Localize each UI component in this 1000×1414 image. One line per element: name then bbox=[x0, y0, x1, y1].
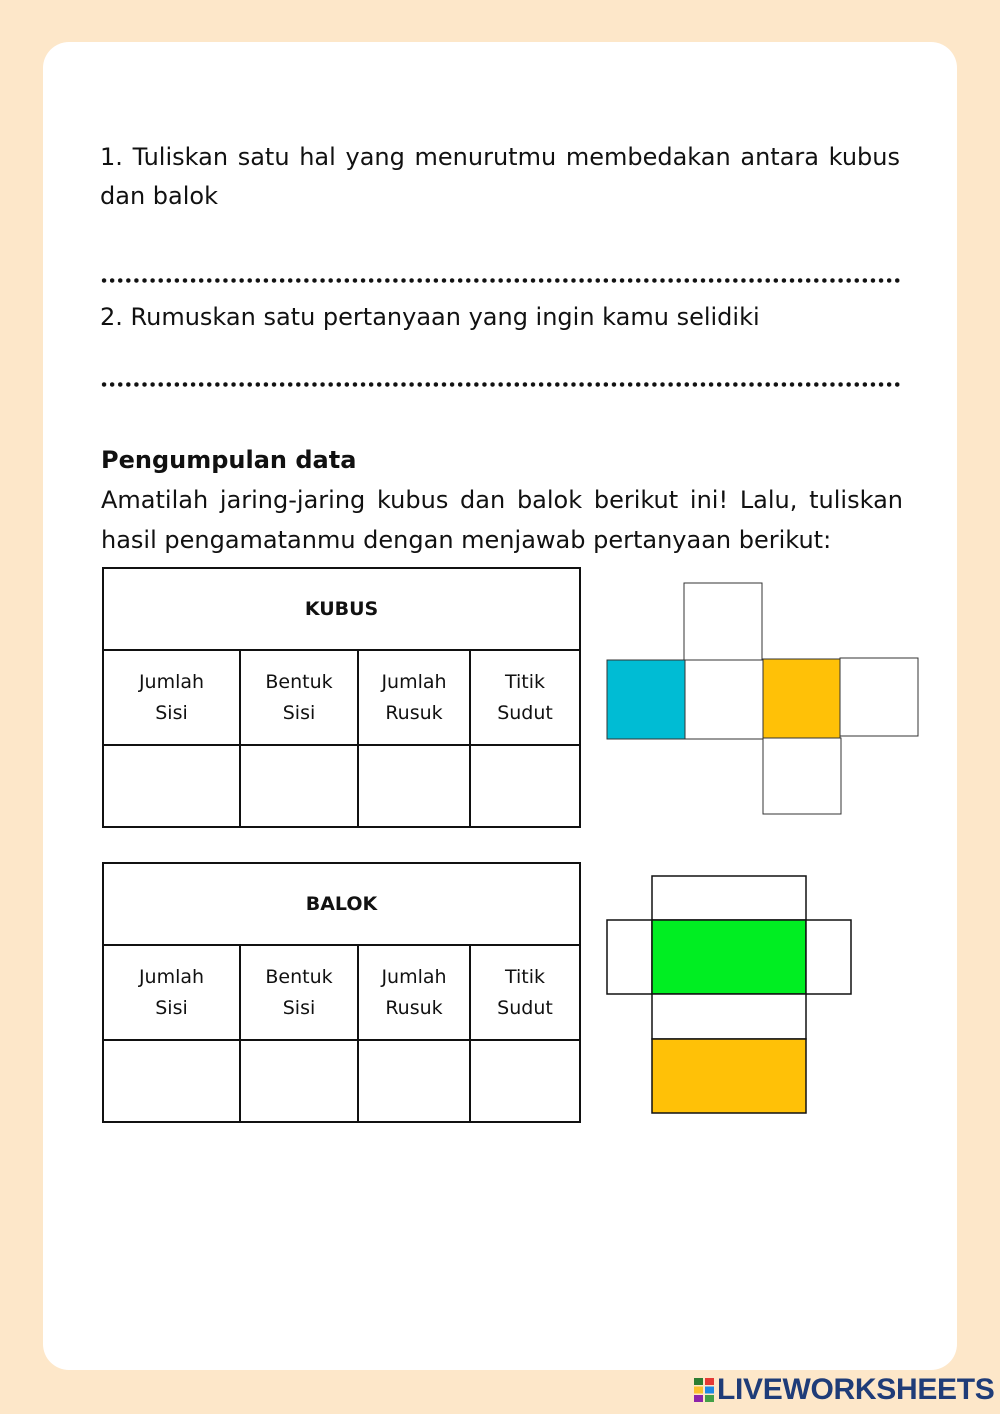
cube-net-face-right bbox=[763, 659, 840, 738]
liveworksheets-logo-icon bbox=[694, 1378, 714, 1402]
balok-header-jumlah-sisi: Jumlah Sisi bbox=[103, 945, 240, 1040]
balok-header-titik-sudut: Titik Sudut bbox=[470, 945, 580, 1040]
cuboid-net-face-back bbox=[652, 1039, 806, 1113]
question-1: 1. Tuliskan satu hal yang menurutmu membedakan antara kubus dan balok bbox=[100, 143, 900, 210]
balok-title: BALOK bbox=[103, 863, 580, 945]
brand-logo[interactable] bbox=[694, 1372, 995, 1408]
kubus-header-jumlah-sisi: Jumlah Sisi bbox=[103, 650, 240, 745]
question-2: 2. Rumuskan satu pertanyaan yang ingin kamu selidiki bbox=[100, 303, 760, 331]
cube-net-face-far-right bbox=[840, 658, 918, 736]
cuboid-net-face-front bbox=[652, 920, 806, 994]
kubus-header-jumlah-rusuk: Jumlah Rusuk bbox=[358, 650, 470, 745]
cuboid-net-face-top bbox=[652, 876, 806, 920]
balok-header-bentuk-sisi: Bentuk Sisi bbox=[240, 945, 358, 1040]
cuboid-net-face-left bbox=[607, 920, 652, 994]
kubus-header-bentuk-sisi: Bentuk Sisi bbox=[240, 650, 358, 745]
section-intro: Amatilah jaring-jaring kubus dan balok berikut ini! Lalu, tuliskan hasil pengamatanmu dengan menjawab pertanyaan berikut: bbox=[101, 486, 903, 554]
cube-net-face-left bbox=[607, 660, 685, 739]
cube-net-face-center bbox=[685, 660, 763, 739]
balok-header-jumlah-rusuk: Jumlah Rusuk bbox=[358, 945, 470, 1040]
cuboid-net-face-right bbox=[806, 920, 851, 994]
cube-net-face-top bbox=[684, 583, 762, 660]
kubus-title: KUBUS bbox=[103, 568, 580, 650]
cuboid-net-face-bottom bbox=[652, 994, 806, 1039]
cube-net-face-bottom bbox=[763, 738, 841, 814]
brand-text: LIVEWORKSHEETS bbox=[717, 1373, 995, 1406]
kubus-header-titik-sudut: Titik Sudut bbox=[470, 650, 580, 745]
section-heading: Pengumpulan data bbox=[101, 446, 357, 474]
